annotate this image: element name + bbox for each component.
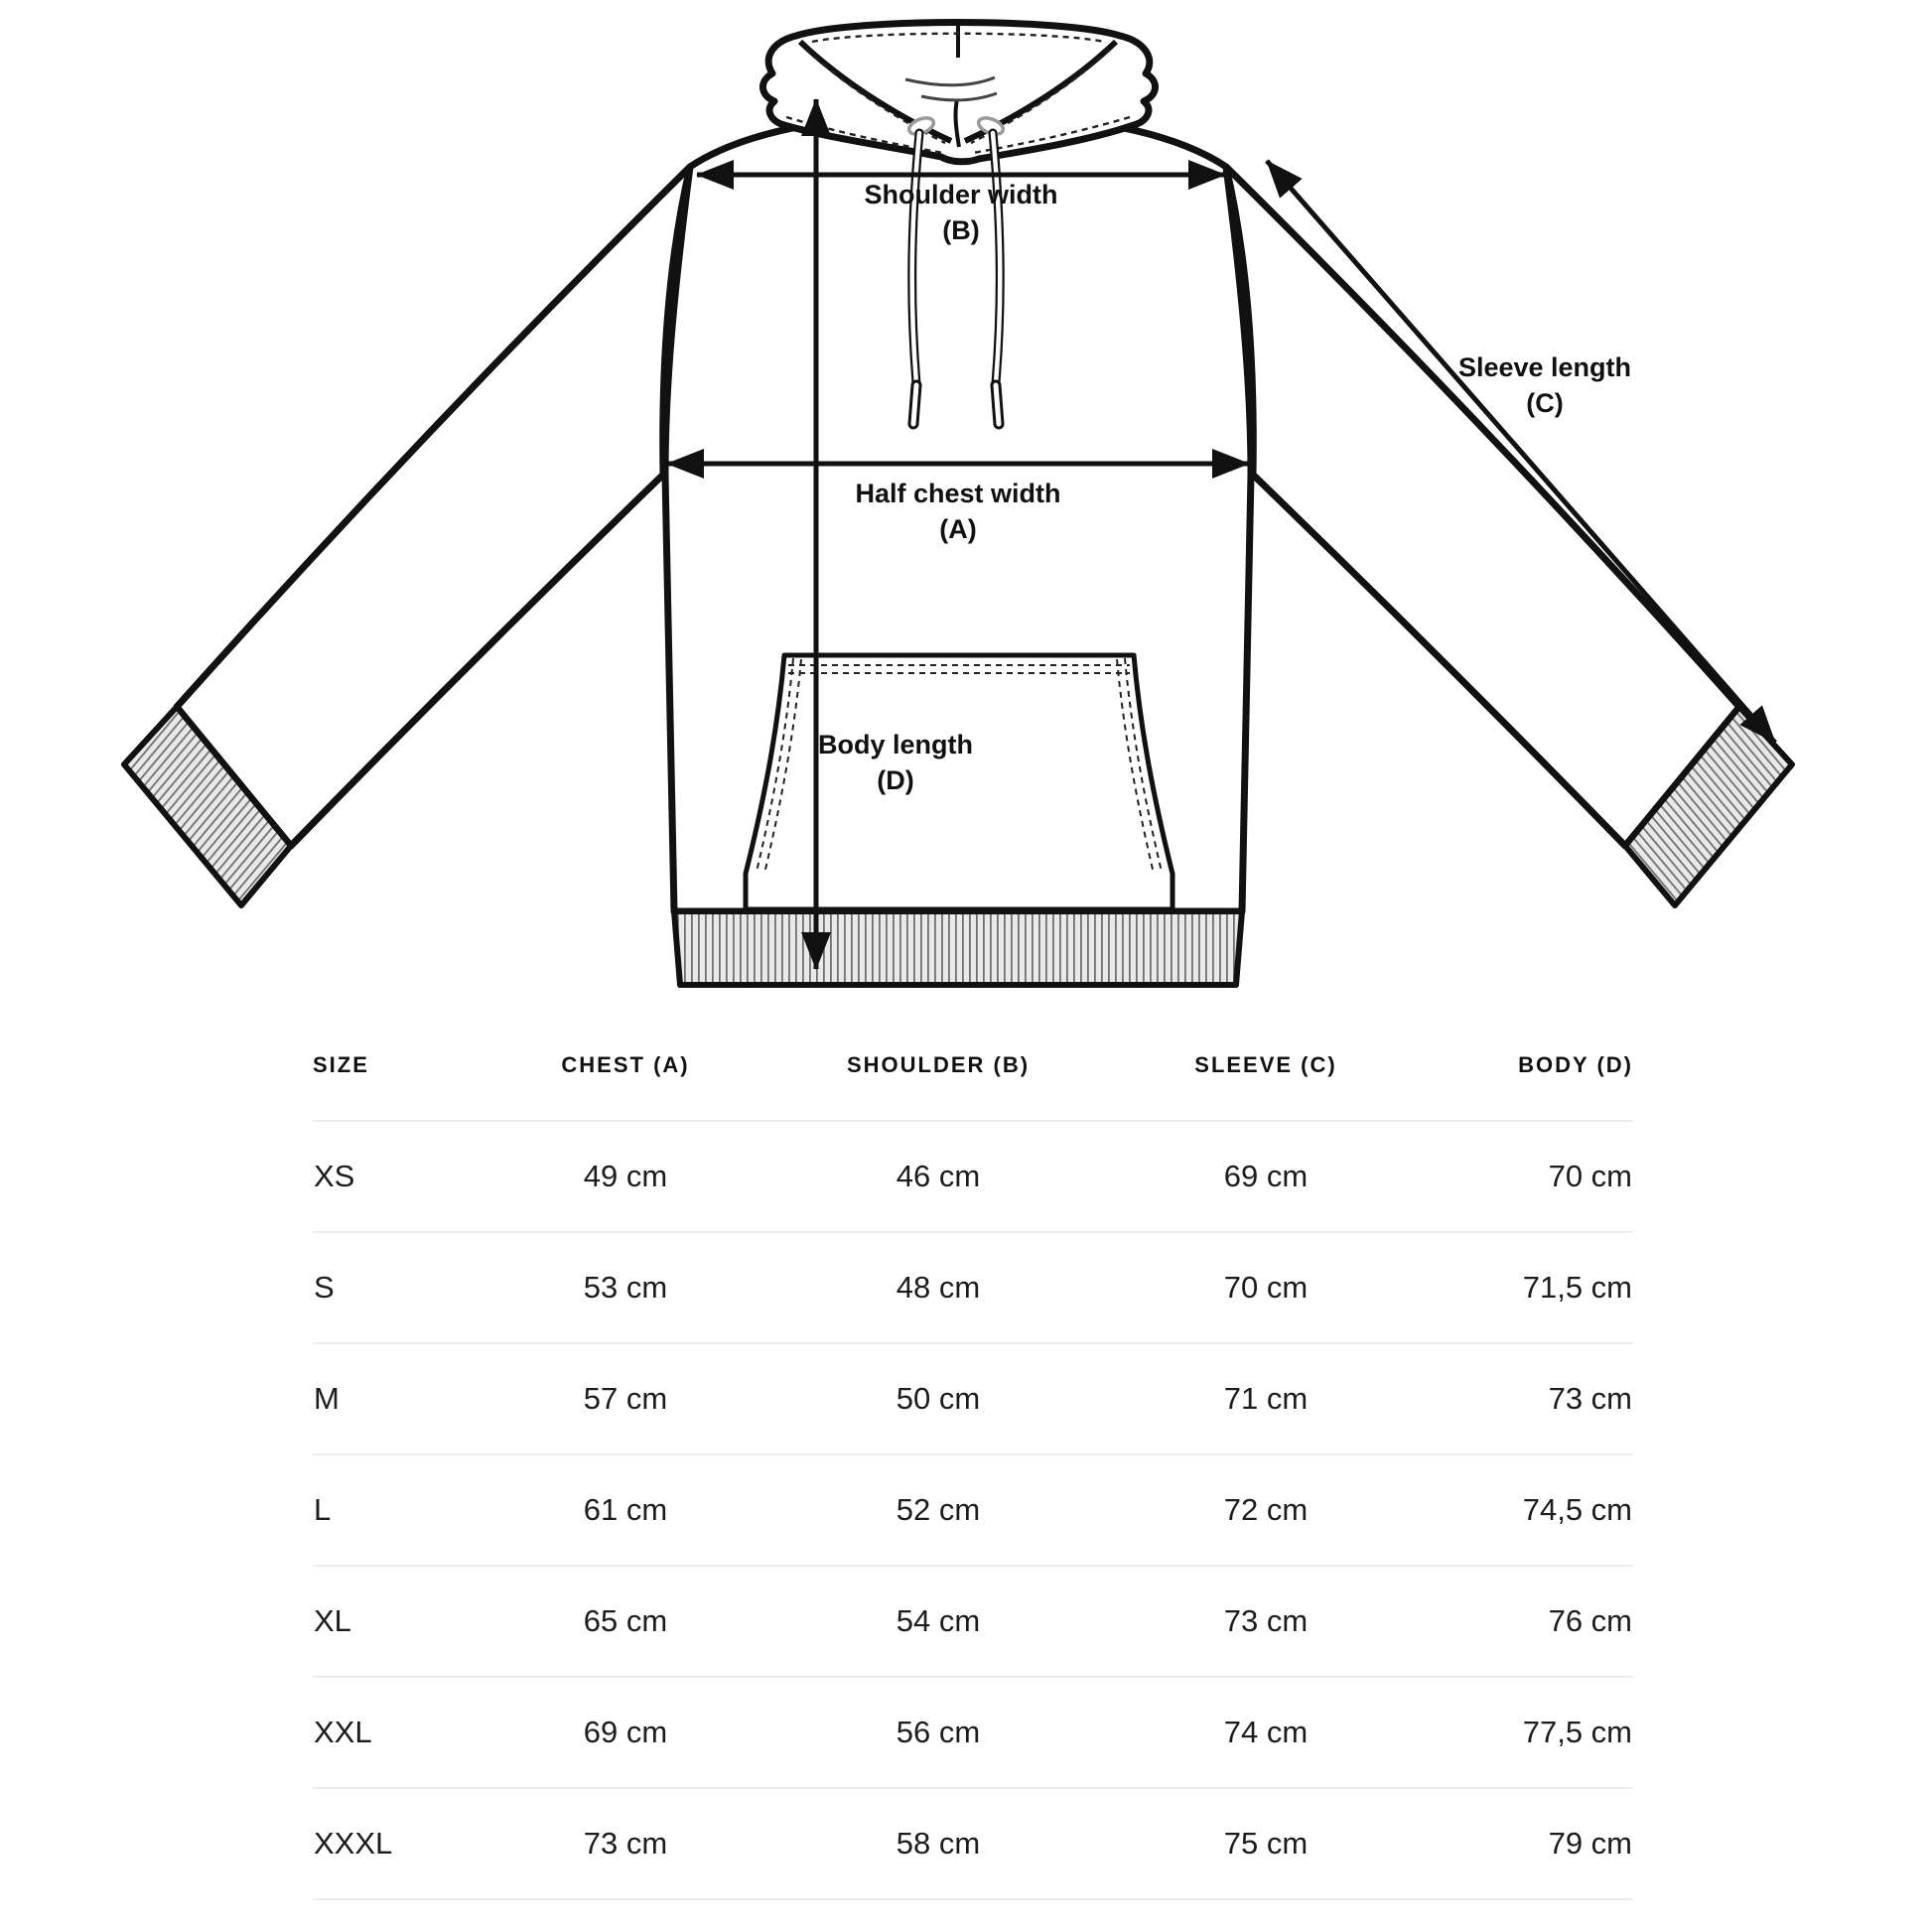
col-header-chest: CHEST (A) (482, 1038, 769, 1121)
size-cell: S (313, 1232, 482, 1343)
size-table-body (313, 1121, 1633, 1899)
size-row-l (313, 1454, 1633, 1566)
sleeve-cell: 69 cm (1107, 1121, 1425, 1232)
body-cell: 71,5 cm (1425, 1232, 1633, 1343)
size-cell: XXL (313, 1677, 482, 1788)
right-sleeve (1226, 167, 1739, 846)
body-cell: 79 cm (1425, 1788, 1633, 1899)
sleeve-cell: 74 cm (1107, 1677, 1425, 1788)
chest-cell: 49 cm (482, 1121, 769, 1232)
kangaroo-pocket (746, 655, 1173, 909)
shoulder-cell: 58 cm (769, 1788, 1107, 1899)
sleeve-cell: 72 cm (1107, 1454, 1425, 1566)
size-table (313, 1038, 1633, 1900)
size-cell: XS (313, 1121, 482, 1232)
chest-cell: 73 cm (482, 1788, 769, 1899)
size-cell: XXXL (313, 1788, 482, 1899)
shoulder-cell: 54 cm (769, 1566, 1107, 1677)
sleeve-cell: 71 cm (1107, 1343, 1425, 1454)
half-chest-width-label: Half chest width (855, 479, 1061, 508)
sleeve-cell: 73 cm (1107, 1566, 1425, 1677)
size-cell: M (313, 1343, 482, 1454)
col-header-shoulder: SHOULDER (B) (769, 1038, 1107, 1121)
chest-cell: 69 cm (482, 1677, 769, 1788)
body-cell: 70 cm (1425, 1121, 1633, 1232)
col-header-sleeve: SLEEVE (C) (1107, 1038, 1425, 1121)
shoulder-width-label: Shoulder width (864, 180, 1058, 209)
body-length-code: (D) (877, 765, 914, 795)
header-row (313, 1038, 1633, 1121)
col-header-body: BODY (D) (1425, 1038, 1633, 1121)
body-cell: 76 cm (1425, 1566, 1633, 1677)
shoulder-cell: 50 cm (769, 1343, 1107, 1454)
shoulder-cell: 48 cm (769, 1232, 1107, 1343)
sleeve-cell: 70 cm (1107, 1232, 1425, 1343)
left-sleeve (177, 167, 690, 846)
body-cell: 74,5 cm (1425, 1454, 1633, 1566)
hem-band (674, 911, 1242, 985)
size-table-header (313, 1038, 1633, 1121)
shoulder-width-code: (B) (942, 215, 980, 245)
shoulder-cell: 52 cm (769, 1454, 1107, 1566)
half-chest-width-code: (A) (939, 514, 977, 544)
chest-cell: 53 cm (482, 1232, 769, 1343)
body-length-label: Body length (818, 730, 973, 759)
size-row-s (313, 1232, 1633, 1343)
size-row-m (313, 1343, 1633, 1454)
col-header-size: SIZE (313, 1038, 482, 1121)
sleeve-length-label: Sleeve length (1457, 352, 1632, 382)
size-row-xs (313, 1121, 1633, 1232)
sleeve-length-code: (C) (1526, 388, 1564, 418)
body-cell: 77,5 cm (1425, 1677, 1633, 1788)
chest-cell: 65 cm (482, 1566, 769, 1677)
shoulder-cell: 46 cm (769, 1121, 1107, 1232)
sleeve-cell: 75 cm (1107, 1788, 1425, 1899)
size-cell: L (313, 1454, 482, 1566)
size-row-xxl (313, 1677, 1633, 1788)
body-cell: 73 cm (1425, 1343, 1633, 1454)
shoulder-cell: 56 cm (769, 1677, 1107, 1788)
size-cell: XL (313, 1566, 482, 1677)
size-row-xl (313, 1566, 1633, 1677)
chest-cell: 57 cm (482, 1343, 769, 1454)
chest-cell: 61 cm (482, 1454, 769, 1566)
size-row-xxxl (313, 1788, 1633, 1899)
